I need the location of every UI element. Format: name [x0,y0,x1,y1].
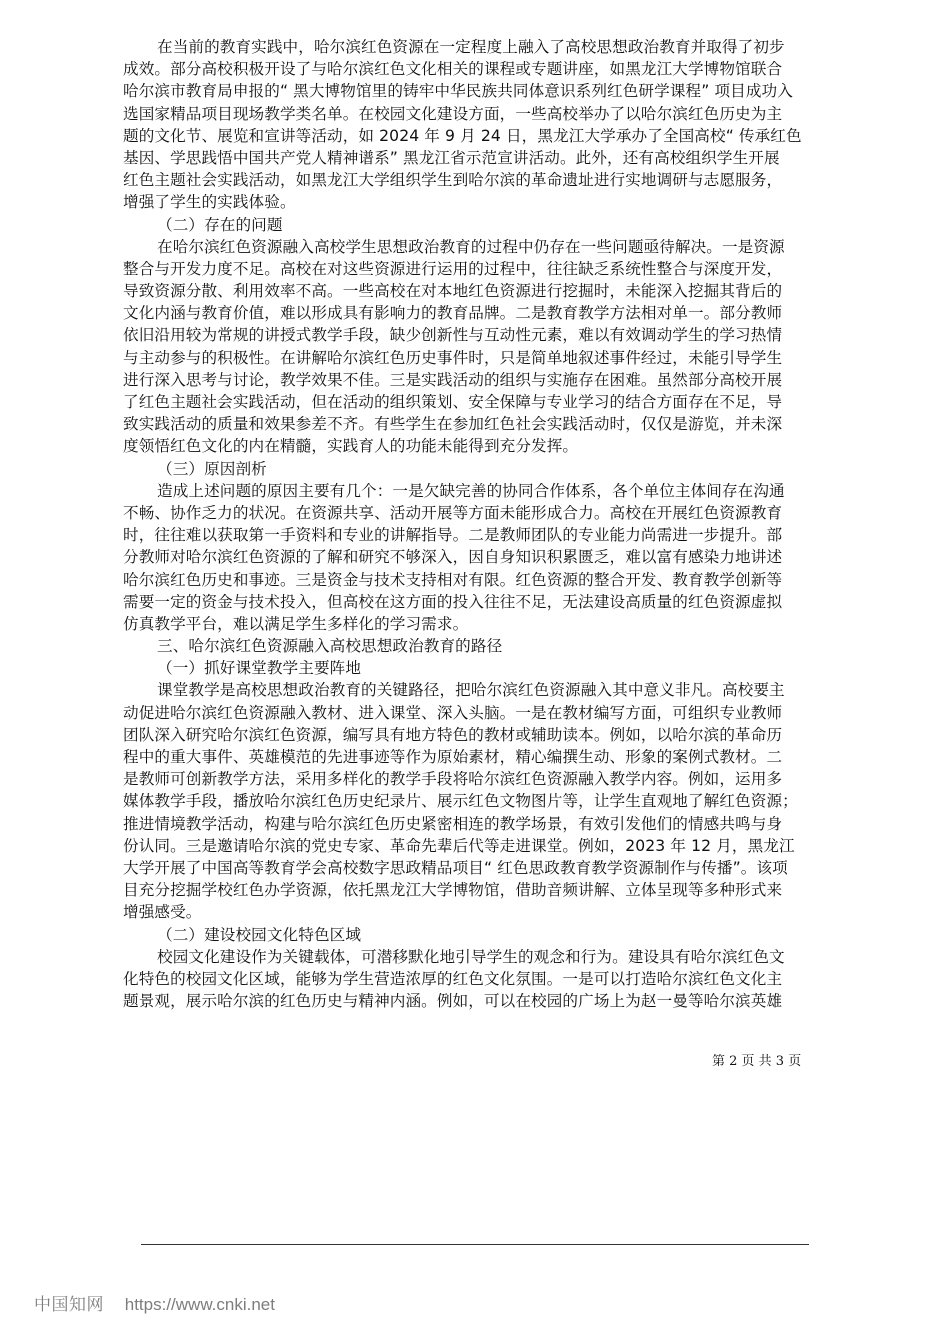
text-line: （一）抓好课堂教学主要阵地 [157,659,362,678]
text-line: 整合与开发力度不足。高校在对这些资源进行运用的过程中，往往缺乏系统性整合与深度开发， [123,259,783,278]
text-line: 在当前的教育实践中，哈尔滨红色资源在一定程度上融入了高校思想政治教育并取得了初步 [157,38,785,56]
text-line: 份认同。三是邀请哈尔滨的党史专家、革命先辈后代等走进课堂。例如，2023 年 12 月，黑龙江 [123,836,795,855]
text-line: 造成上述问题的原因主要有几个：一是欠缺完善的协同合作体系，各个单位主体间存在沟通 [157,481,785,500]
cnki-watermark [34,1294,275,1316]
text-line: 题的文化节、展览和宣讲等活动，如 2024 年 9 月 24 日，黑龙江大学承办了全国高校“ 传承红色 [123,126,802,145]
document-body [123,36,841,1012]
text-line: 大学开展了中国高等教育学会高校数字思政精品项目“ 红色思政教育教学资源制作与传播”。该项 [123,858,788,877]
text-line: 题景观，展示哈尔滨的红色历史与精神内涵。例如，可以在校园的广场上为赵一曼等哈尔滨英雄 [123,992,783,1011]
text-line: 分教师对哈尔滨红色资源的了解和研究不够深入，因自身知识积累匮乏，难以富有感染力地讲述 [123,548,783,567]
text-line: 化特色的校园文化区域，能够为学生营造浓厚的红色文化氛围。一是可以打造哈尔滨红色文化主 [123,969,783,988]
text-line: 时，往往难以获取第一手资料和专业的讲解指导。二是教师团队的专业能力尚需进一步提升。部 [123,526,783,545]
text-line: 选国家精品项目现场教学类名单。在校园文化建设方面，一些高校举办了以哈尔滨红色历史为主 [123,104,783,123]
text-line: 红色主题社会实践活动，如黑龙江大学组织学生到哈尔滨的革命遗址进行实地调研与志愿服务， [123,171,783,190]
text-line: 哈尔滨红色历史和事迹。三是资金与技术支持相对有限。红色资源的整合开发、教育教学创新等 [123,570,783,589]
text-line: 成效。部分高校积极开设了与哈尔滨红色文化相关的课程或专题讲座，如黑龙江大学博物馆联合 [123,60,783,79]
text-line: （二）存在的问题 [157,215,283,234]
page-number: 第 2 页 共 3 页 [712,1054,802,1069]
text-line: 增强了学生的实践体验。 [123,193,296,212]
text-line: 不畅、协作乏力的状况。在资源共享、活动开展等方面未能形成合力。高校在开展红色资源教育 [123,503,783,522]
text-line: 度领悟红色文化的内在精髓，实践育人的功能未能得到充分发挥。 [123,437,579,456]
watermark-url[interactable]: https://www.cnki.net [124,1295,275,1314]
text-line: （二）建设校园文化特色区域 [157,925,362,944]
text-line: 团队深入研究哈尔滨红色资源，编写具有地方特色的教材或辅助读本。例如，以哈尔滨的革命历 [123,725,783,744]
text-line: 媒体教学手段，播放哈尔滨红色历史纪录片、展示红色文物图片等，让学生直观地了解红色资源； [123,792,798,811]
text-line: 了红色主题社会实践活动，但在活动的组织策划、安全保障与专业学习的结合方面存在不足，导 [123,393,783,411]
text-line: 依旧沿用较为常规的讲授式教学手段，缺少创新性与互动性元素，难以有效调动学生的学习热情 [123,326,783,345]
text-line: 三、哈尔滨红色资源融入高校思想政治教育的路径 [157,637,503,656]
text-line: 文化内涵与教育价值，难以形成具有影响力的教育品牌。二是教育教学方法相对单一。部分教师 [123,304,783,323]
text-line: 在哈尔滨红色资源融入高校学生思想政治教育的过程中仍存在一些问题亟待解决。一是资源 [157,237,785,256]
text-line: 校园文化建设作为关键载体，可潜移默化地引导学生的观念和行为。建设具有哈尔滨红色文 [157,947,785,966]
watermark-brand: 中国知网 [34,1295,104,1314]
text-line: 目充分挖掘学校红色办学资源，依托黑龙江大学博物馆，借助音频讲解、立体呈现等多种形式来 [123,881,783,900]
text-line: 是教师可创新教学方法，采用多样化的教学手段将哈尔滨红色资源融入教学内容。例如，运用多 [123,770,783,789]
text-line: 推进情境教学活动，构建与哈尔滨红色历史紧密相连的教学场景，有效引发他们的情感共鸣与身 [123,814,783,833]
text-line: 程中的重大事件、英雄模范的先进事迹等作为原始素材，精心编撰生动、形象的案例式教材。二 [123,748,783,766]
text-line: 与主动参与的积极性。在讲解哈尔滨红色历史事件时，只是简单地叙述事件经过，未能引导学生 [123,348,783,367]
text-line: 哈尔滨市教育局申报的“ 黑大博物馆里的铸牢中华民族共同体意识系列红色研学课程” 项目成功入 [123,82,793,101]
text-line: 基因、学思践悟中国共产党人精神谱系” 黑龙江省示范宣讲活动。此外，还有高校组织学生开展 [123,148,780,167]
text-line: 增强感受。 [123,903,202,922]
text-line: 课堂教学是高校思想政治教育的关键路径，把哈尔滨红色资源融入其中意义非凡。高校要主 [157,681,785,700]
text-line: （三）原因剖析 [157,459,267,478]
text-line: 需要一定的资金与技术投入，但高校在这方面的投入往往不足，无法建设高质量的红色资源虚拟 [123,592,783,611]
text-line: 仿真教学平台，难以满足学生多样化的学习需求。 [123,614,469,633]
text-line: 进行深入思考与讨论，教学效果不佳。三是实践活动的组织与实施存在困难。虽然部分高校开展 [123,370,783,389]
text-line: 导致资源分散、利用效率不高。一些高校在对本地红色资源进行挖掘时，未能深入挖掘其背后的 [123,282,783,301]
text-line: 致实践活动的质量和效果参差不齐。有些学生在参加红色社会实践活动时，仅仅是游览，并未深 [123,415,783,434]
text-line: 动促进哈尔滨红色资源融入教材、进入课堂、深入头脑。一是在教材编写方面，可组织专业教师 [123,703,783,722]
footer-divider [141,1244,809,1245]
